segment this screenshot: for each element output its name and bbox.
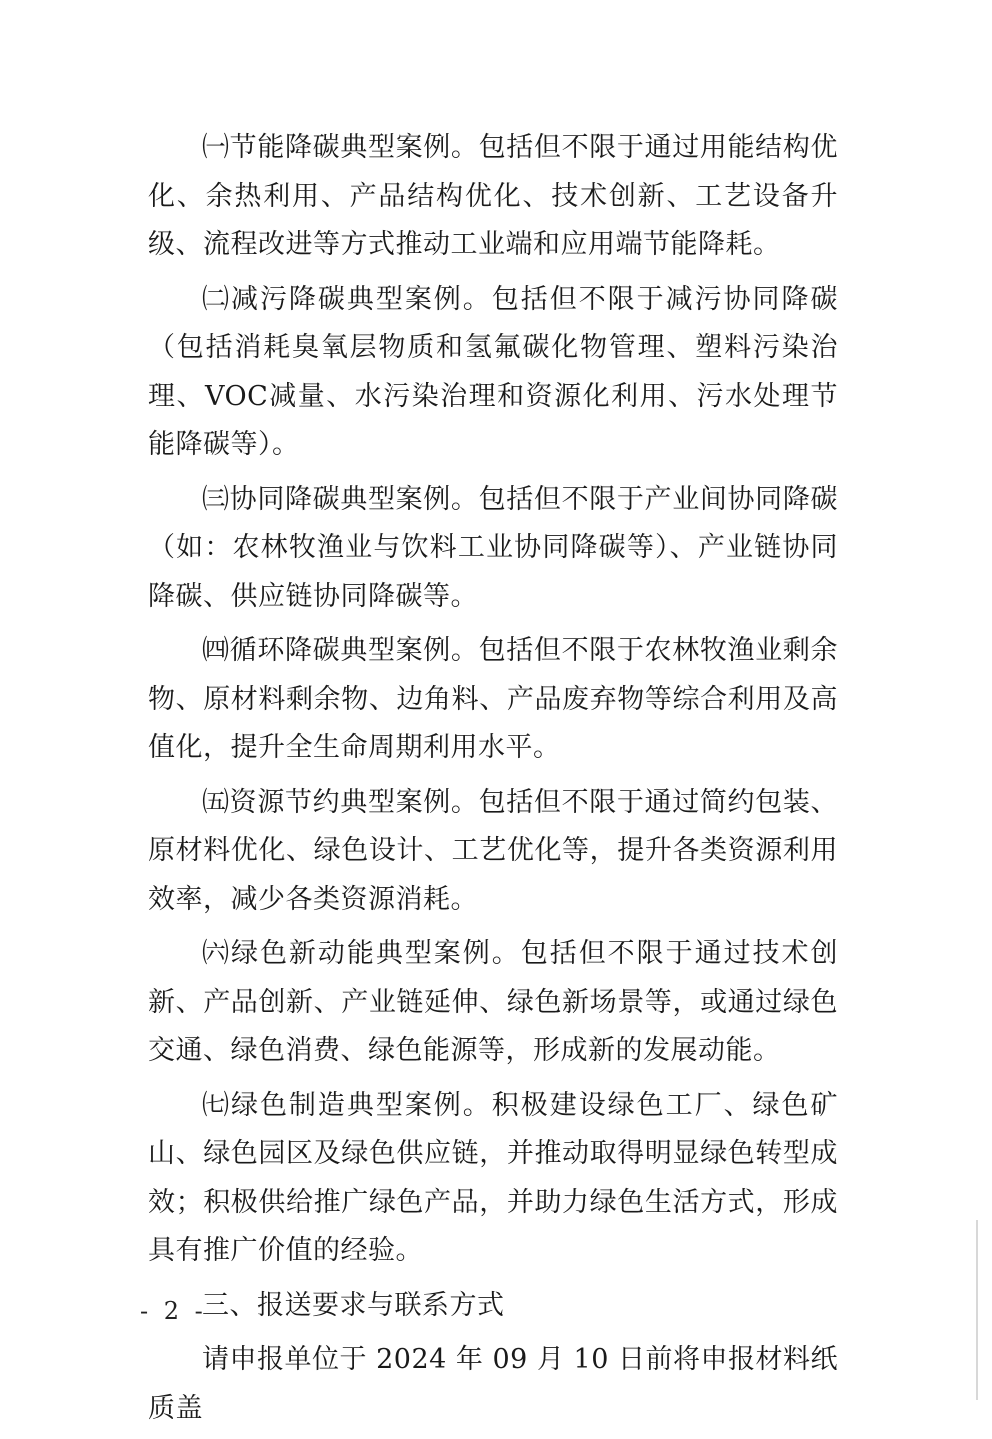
paragraph-resource-saving: ㈤资源节约典型案例。包括但不限于通过简约包装、原材料优化、绿色设计、工艺优化等，提升各类资源利用效率，减少各类资源消耗。: [148, 786, 838, 915]
document-body: [148, 124, 838, 1439]
page-number: - 2 -: [140, 1297, 207, 1325]
paragraph-energy-saving: ㈠节能降碳典型案例。包括但不限于通过用能结构优化、余热利用、产品结构优化、技术创新、工艺设备升级、流程改进等方式推动工业端和应用端节能降耗。: [148, 132, 838, 260]
paragraph-green-manufacturing: ㈦绿色制造典型案例。积极建设绿色工厂、绿色矿山、绿色园区及绿色供应链，并推动取得明显绿色转型成效；积极供给推广绿色产品，并助力绿色生活方式，形成具有推广价值的经验。: [148, 1089, 838, 1266]
paragraph-pollution-reduction: ㈡减污降碳典型案例。包括但不限于减污协同降碳（包括消耗臭氧层物质和氢氟碳化物管理、塑料污染治理、VOC减量、水污染治理和资源化利用、污水处理节能降碳等）。: [148, 283, 838, 460]
paragraph-synergy: ㈢协同降碳典型案例。包括但不限于产业间协同降碳（如：农林牧渔业与饮料工业协同降碳等）、产业链协同降碳、供应链协同降碳等。: [148, 483, 838, 612]
paragraph-circular: ㈣循环降碳典型案例。包括但不限于农林牧渔业剩余物、原材料剩余物、边角料、产品废弃物等综合利用及高值化，提升全生命周期利用水平。: [148, 635, 838, 763]
section-heading: 三、报送要求与联系方式: [202, 1289, 505, 1321]
scan-edge-line: [976, 1220, 978, 1400]
paragraph-green-momentum: ㈥绿色新动能典型案例。包括但不限于通过技术创新、产品创新、产业链延伸、绿色新场景等，或通过绿色交通、绿色消费、绿色能源等，形成新的发展动能。: [148, 938, 838, 1066]
paragraph-submission: 请申报单位于 2024 年 09 月 10 日前将申报材料纸质盖: [148, 1344, 838, 1424]
